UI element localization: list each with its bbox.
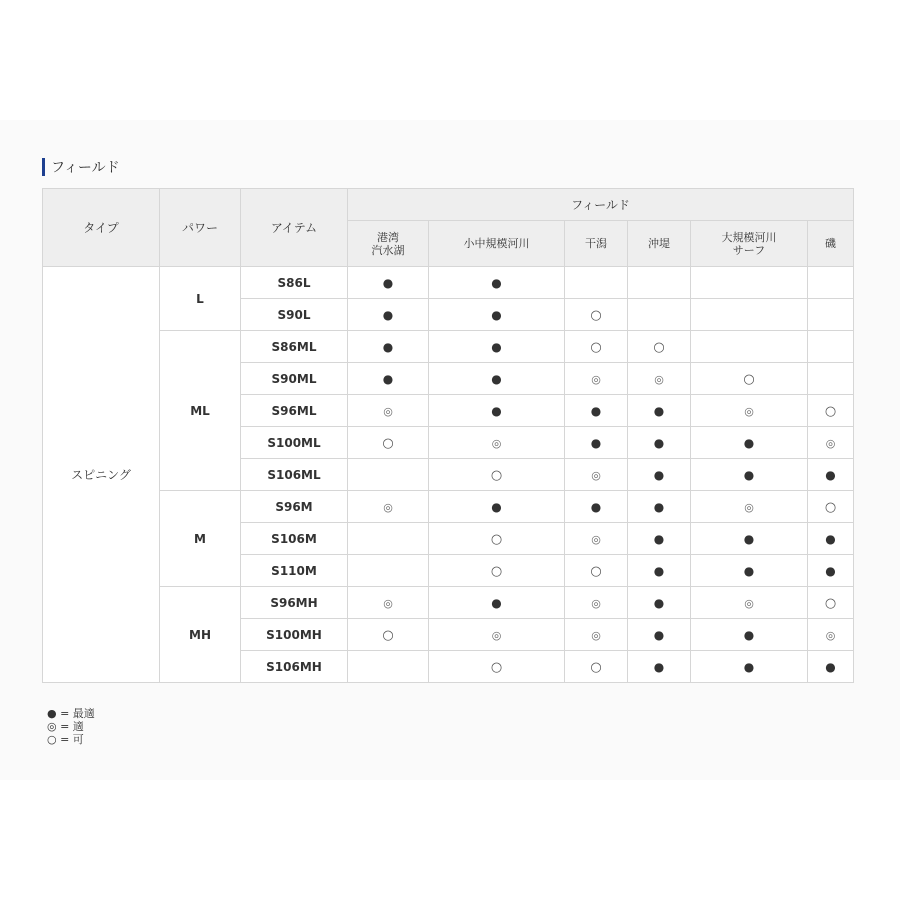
suitability-mark: ◎ <box>591 596 601 610</box>
suitability-cell <box>429 459 565 491</box>
suitability-cell <box>429 267 565 299</box>
suitability-cell <box>808 587 854 619</box>
suitability-cell <box>348 363 429 395</box>
suitability-mark: ● <box>825 659 836 674</box>
suitability-cell <box>348 651 429 683</box>
suitability-mark: ○ <box>590 307 602 323</box>
legend <box>47 707 95 746</box>
item-cell: S86L <box>241 267 348 299</box>
suitability-mark: ● <box>491 339 502 354</box>
suitability-cell <box>808 331 854 363</box>
suitability-cell <box>429 523 565 555</box>
header-field-1: 小中規模河川 <box>429 221 565 267</box>
suitability-cell <box>628 427 691 459</box>
suitability-mark: ● <box>653 627 665 642</box>
suitability-cell <box>565 491 628 523</box>
power-cell: L <box>160 267 241 331</box>
suitability-cell <box>429 427 565 459</box>
suitability-cell <box>628 523 691 555</box>
power-cell: ML <box>160 331 241 491</box>
suitability-mark: ● <box>491 595 502 610</box>
suitability-cell <box>429 299 565 331</box>
suitability-cell <box>808 267 854 299</box>
suitability-mark: ● <box>590 403 602 418</box>
suitability-mark: ◎ <box>383 500 393 514</box>
suitability-cell <box>808 459 854 491</box>
suitability-mark: ● <box>491 275 502 290</box>
type-cell: スピニング <box>43 267 160 683</box>
suitability-mark: ● <box>590 435 602 450</box>
item-cell: S90L <box>241 299 348 331</box>
suitability-cell <box>348 619 429 651</box>
item-cell: S110M <box>241 555 348 587</box>
field-suitability-table <box>42 188 854 683</box>
suitability-cell <box>628 299 691 331</box>
suitability-cell <box>348 267 429 299</box>
item-cell: S90ML <box>241 363 348 395</box>
suitability-mark: ● <box>382 275 394 290</box>
suitability-cell <box>691 331 808 363</box>
suitability-mark: ○ <box>382 435 394 451</box>
item-cell: S106MH <box>241 651 348 683</box>
suitability-cell <box>565 651 628 683</box>
item-cell: S100MH <box>241 619 348 651</box>
suitability-mark: ● <box>653 531 665 546</box>
suitability-mark: ○ <box>824 403 837 419</box>
suitability-mark: ● <box>590 499 602 514</box>
suitability-cell <box>808 651 854 683</box>
suitability-cell <box>628 395 691 427</box>
suitability-cell <box>628 651 691 683</box>
power-cell: M <box>160 491 241 587</box>
suitability-cell <box>429 395 565 427</box>
suitability-cell <box>691 619 808 651</box>
suitability-cell <box>565 619 628 651</box>
suitability-mark: ● <box>382 339 394 354</box>
suitability-cell <box>348 491 429 523</box>
suitability-mark: ◎ <box>744 500 754 514</box>
item-cell: S86ML <box>241 331 348 363</box>
suitability-cell <box>565 587 628 619</box>
suitability-cell <box>628 619 691 651</box>
suitability-mark: ○ <box>490 531 503 547</box>
suitability-mark: ● <box>743 435 755 450</box>
suitability-mark: ● <box>825 467 836 482</box>
suitability-cell <box>348 299 429 331</box>
item-cell: S100ML <box>241 427 348 459</box>
suitability-cell <box>429 555 565 587</box>
suitability-mark: ◎ <box>383 596 393 610</box>
section-title: フィールド <box>51 160 120 176</box>
suitability-mark: ○ <box>590 659 602 675</box>
suitability-mark: ○ <box>490 563 503 579</box>
suitability-cell <box>565 395 628 427</box>
suitability-mark: ● <box>825 531 836 546</box>
suitability-cell <box>808 395 854 427</box>
suitability-mark: ○ <box>490 467 503 483</box>
suitability-cell <box>429 651 565 683</box>
suitability-cell <box>691 523 808 555</box>
suitability-mark: ● <box>743 627 755 642</box>
suitability-mark: ● <box>743 467 755 482</box>
suitability-mark: ● <box>382 307 394 322</box>
table-row <box>43 331 854 363</box>
suitability-cell <box>808 427 854 459</box>
suitability-mark: ○ <box>743 371 755 387</box>
suitability-mark: ◎ <box>654 372 664 386</box>
suitability-cell <box>628 587 691 619</box>
item-cell: S106ML <box>241 459 348 491</box>
suitability-cell <box>628 331 691 363</box>
section-heading <box>42 157 120 177</box>
suitability-mark: ● <box>491 403 502 418</box>
suitability-cell <box>565 523 628 555</box>
header-field-5: 磯 <box>808 221 854 267</box>
suitability-cell <box>691 459 808 491</box>
item-cell: S96ML <box>241 395 348 427</box>
suitability-mark: ● <box>653 659 665 674</box>
suitability-mark: ◎ <box>744 596 754 610</box>
suitability-cell <box>429 331 565 363</box>
table-row <box>43 491 854 523</box>
item-cell: S106M <box>241 523 348 555</box>
suitability-cell <box>628 459 691 491</box>
suitability-cell <box>565 427 628 459</box>
suitability-cell <box>565 267 628 299</box>
suitability-cell <box>691 555 808 587</box>
suitability-cell <box>348 459 429 491</box>
suitability-cell <box>628 267 691 299</box>
suitability-cell <box>429 619 565 651</box>
suitability-mark: ● <box>491 307 502 322</box>
header-item: アイテム <box>241 189 348 267</box>
suitability-cell <box>691 651 808 683</box>
suitability-cell <box>808 299 854 331</box>
suitability-cell <box>691 267 808 299</box>
suitability-cell <box>565 459 628 491</box>
suitability-cell <box>429 491 565 523</box>
suitability-mark: ○ <box>590 339 602 355</box>
suitability-mark: ○ <box>824 499 837 515</box>
suitability-mark: ◎ <box>491 628 502 642</box>
suitability-mark: ◎ <box>383 404 393 418</box>
suitability-cell <box>628 363 691 395</box>
suitability-cell <box>429 587 565 619</box>
suitability-cell <box>565 363 628 395</box>
suitability-mark: ○ <box>382 627 394 643</box>
suitability-mark: ● <box>382 371 394 386</box>
suitability-mark: ● <box>653 435 665 450</box>
suitability-cell <box>808 555 854 587</box>
suitability-mark: ◎ <box>744 404 754 418</box>
header-field-2: 干潟 <box>565 221 628 267</box>
suitability-cell <box>348 427 429 459</box>
suitability-mark: ● <box>825 563 836 578</box>
suitability-cell <box>691 363 808 395</box>
suitability-mark: ◎ <box>591 468 601 482</box>
suitability-mark: ● <box>653 563 665 578</box>
suitability-mark: ● <box>743 659 755 674</box>
header-field-0: 港湾 汽水湖 <box>348 221 429 267</box>
suitability-mark: ◎ <box>825 628 836 642</box>
suitability-cell <box>691 395 808 427</box>
header-field-group: フィールド <box>348 189 854 221</box>
suitability-cell <box>808 619 854 651</box>
power-cell: MH <box>160 587 241 683</box>
header-field-3: 沖堤 <box>628 221 691 267</box>
suitability-mark: ◎ <box>591 372 601 386</box>
suitability-mark: ○ <box>590 563 602 579</box>
suitability-mark: ◎ <box>591 532 601 546</box>
suitability-cell <box>429 363 565 395</box>
suitability-cell <box>808 491 854 523</box>
suitability-mark: ● <box>743 563 755 578</box>
header-type: タイプ <box>43 189 160 267</box>
suitability-mark: ◎ <box>825 436 836 450</box>
suitability-mark: ○ <box>824 595 837 611</box>
suitability-mark: ● <box>743 531 755 546</box>
suitability-mark: ● <box>653 467 665 482</box>
suitability-cell <box>691 587 808 619</box>
suitability-cell <box>808 363 854 395</box>
header-field-4: 大規模河川 サーフ <box>691 221 808 267</box>
suitability-cell <box>348 523 429 555</box>
suitability-cell <box>348 395 429 427</box>
suitability-mark: ◎ <box>491 436 502 450</box>
suitability-cell <box>691 491 808 523</box>
suitability-cell <box>628 491 691 523</box>
suitability-cell <box>628 555 691 587</box>
suitability-mark: ● <box>653 595 665 610</box>
suitability-cell <box>565 555 628 587</box>
suitability-cell <box>565 331 628 363</box>
legend-ok: ○ = 可 <box>47 733 84 746</box>
suitability-cell <box>691 299 808 331</box>
suitability-mark: ● <box>653 403 665 418</box>
table-row <box>43 267 854 299</box>
heading-accent-bar <box>42 158 45 176</box>
item-cell: S96M <box>241 491 348 523</box>
suitability-mark: ● <box>491 371 502 386</box>
suitability-cell <box>348 555 429 587</box>
suitability-cell <box>565 299 628 331</box>
suitability-mark: ● <box>491 499 502 514</box>
suitability-cell <box>348 587 429 619</box>
legend-best: ● = 最適 <box>47 707 95 720</box>
suitability-cell <box>691 427 808 459</box>
suitability-cell <box>348 331 429 363</box>
suitability-cell <box>808 523 854 555</box>
suitability-mark: ◎ <box>591 628 601 642</box>
table-row <box>43 587 854 619</box>
suitability-mark: ○ <box>490 659 503 675</box>
suitability-mark: ○ <box>653 339 665 355</box>
header-power: パワー <box>160 189 241 267</box>
suitability-mark: ● <box>653 499 665 514</box>
legend-good: ◎ = 適 <box>47 720 84 733</box>
item-cell: S96MH <box>241 587 348 619</box>
